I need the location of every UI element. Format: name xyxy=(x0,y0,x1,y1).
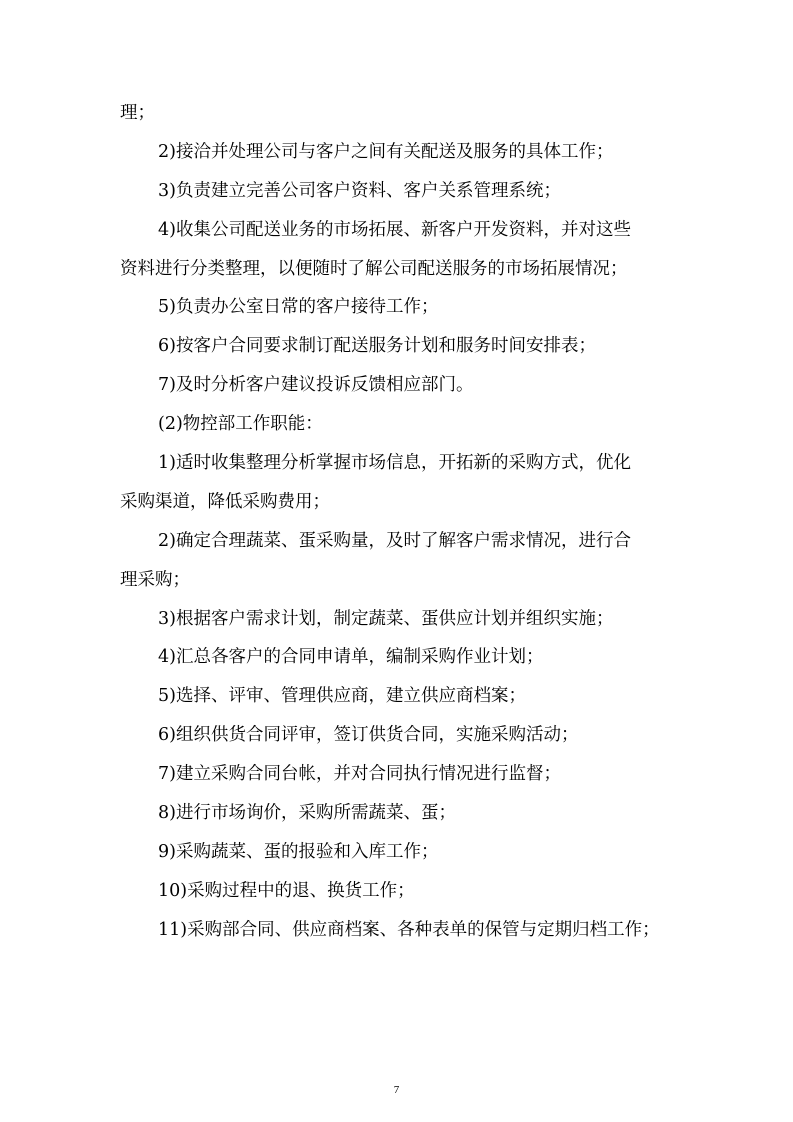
section-heading: (2)物控部工作职能： xyxy=(158,414,323,435)
text-line: 2)接洽并处理公司与客户之间有关配送及服务的具体工作； xyxy=(158,141,614,162)
text-line: 3)负责建立完善公司客户资料、客户关系管理系统； xyxy=(158,180,561,201)
text-line: 5)负责办公室日常的客户接待工作； xyxy=(158,297,439,318)
text-line: 11)采购部合同、供应商档案、各种表单的保管与定期归档工作； xyxy=(158,919,660,940)
text-line: 理； xyxy=(120,103,155,123)
text-line: 理采购； xyxy=(120,569,190,590)
text-line: 9)采购蔬菜、蛋的报验和入库工作； xyxy=(158,841,439,862)
text-line: 3)根据客户需求计划，制定蔬菜、蛋供应计划并组织实施； xyxy=(158,608,614,629)
text-line: 7)建立采购合同台帐，并对合同执行情况进行监督； xyxy=(158,764,561,785)
text-line: 4)收集公司配送业务的市场拓展、新客户开发资料，并对这些 xyxy=(158,219,631,240)
text-line: 5)选择、评审、管理供应商，建立供应商档案； xyxy=(158,686,526,707)
text-line: 10)采购过程中的退、换货工作； xyxy=(158,880,415,901)
text-line: 1)适时收集整理分析掌握市场信息，开拓新的采购方式，优化 xyxy=(158,453,631,474)
text-line: 7)及时分析客户建议投诉反馈相应部门。 xyxy=(158,375,474,396)
text-line: 采购渠道，降低采购费用； xyxy=(120,491,330,512)
text-line: 资料进行分类整理，以便随时了解公司配送服务的市场拓展情况； xyxy=(120,258,628,279)
text-line: 8)进行市场询价，采购所需蔬菜、蛋； xyxy=(158,803,456,824)
text-line: 6)按客户合同要求制订配送服务计划和服务时间安排表； xyxy=(158,336,596,357)
document-body xyxy=(120,94,680,950)
text-line: 6)组织供货合同评审，签订供货合同，实施采购活动； xyxy=(158,725,579,746)
page-number: 7 xyxy=(393,1084,400,1096)
text-line: 2)确定合理蔬菜、蛋采购量，及时了解客户需求情况，进行合 xyxy=(158,530,631,551)
text-line: 4)汇总各客户的合同申请单，编制采购作业计划； xyxy=(158,647,544,668)
